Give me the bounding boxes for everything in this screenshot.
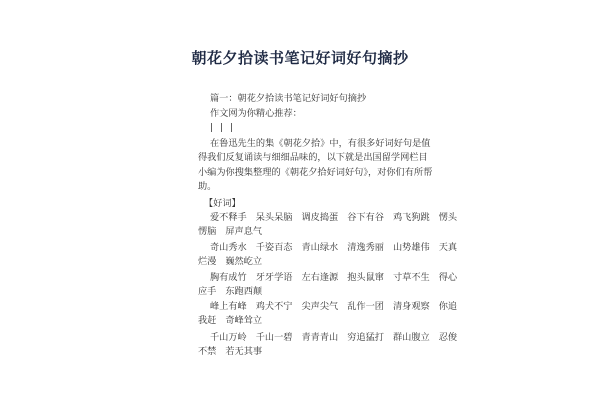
- word: 青山绿水: [301, 242, 339, 253]
- word: 屏声息气: [225, 226, 263, 237]
- word: 呆头呆脑: [255, 212, 293, 223]
- word-row: [210, 212, 457, 224]
- word: 应手: [198, 286, 217, 297]
- word: 清身观察: [393, 301, 430, 312]
- word: 穷追猛打: [347, 332, 384, 343]
- word: 寸草不生: [393, 272, 430, 283]
- recommend-text: 作文网为你精心推荐：: [210, 108, 302, 119]
- word: 牙牙学语: [255, 272, 293, 283]
- word: 鸡犬不宁: [255, 301, 293, 312]
- word: 烂漫: [198, 256, 217, 267]
- word: 东跑西颠: [225, 286, 263, 297]
- word: 尖声尖气: [301, 301, 339, 312]
- word: 调皮捣蛋: [301, 212, 339, 223]
- word: 谷下有谷: [347, 212, 384, 223]
- section-label: 【好词】: [204, 198, 241, 209]
- word-row: [198, 286, 262, 298]
- word-row: [198, 315, 262, 327]
- word: 奇峰耸立: [225, 315, 263, 326]
- word-row: [198, 256, 262, 268]
- word: 不禁: [198, 346, 217, 357]
- word-row: [210, 242, 457, 254]
- word: 抱头鼠窜: [347, 272, 384, 283]
- word: 愣脑: [198, 226, 217, 237]
- document-title: 朝花夕拾读书笔记好词好句摘抄: [191, 49, 409, 67]
- word: 若无其事: [225, 346, 263, 357]
- word-row: [210, 332, 457, 344]
- word: 峰上有峰: [210, 301, 247, 312]
- subtitle: 篇一：朝花夕拾读书笔记好词好句摘抄: [210, 93, 367, 104]
- word: 青青青山: [301, 332, 339, 343]
- word-row: [210, 301, 457, 313]
- intro-line: 在鲁迅先生的集《朝花夕拾》中，有很多好词好句是值: [210, 138, 431, 149]
- word: 奇山秀水: [210, 242, 247, 253]
- intro-line: 小编为你搜集整理的《朝花夕拾好词好句》，对你们有所帮: [198, 167, 433, 178]
- word: 乱作一团: [347, 301, 384, 312]
- word: 忍俊: [438, 332, 458, 343]
- word: 得心: [438, 272, 458, 283]
- word-row: [210, 272, 457, 284]
- word: 千山一碧: [255, 332, 293, 343]
- word: 清逸秀丽: [347, 242, 384, 253]
- word: 爱不释手: [210, 212, 247, 223]
- word: 鸡飞狗跳: [393, 212, 430, 223]
- word: 我赶: [198, 315, 217, 326]
- word: 你追: [438, 301, 458, 312]
- separator-bars: | | |: [210, 122, 236, 133]
- word: 千山万岭: [210, 332, 247, 343]
- word: 愣头: [438, 212, 458, 223]
- intro-line: 助。: [198, 181, 217, 192]
- word-row: [198, 346, 262, 358]
- word: 天真: [438, 242, 458, 253]
- word-row: [198, 226, 262, 238]
- word: 群山腹立: [393, 332, 430, 343]
- word: 胸有成竹: [210, 272, 247, 283]
- intro-line: 得我们反复诵读与细细品味的，以下就是出国留学网栏目: [198, 152, 428, 163]
- word: 左右逢源: [301, 272, 339, 283]
- word: 千姿百态: [255, 242, 293, 253]
- word: 巍然屹立: [225, 256, 263, 267]
- word: 山势雄伟: [393, 242, 430, 253]
